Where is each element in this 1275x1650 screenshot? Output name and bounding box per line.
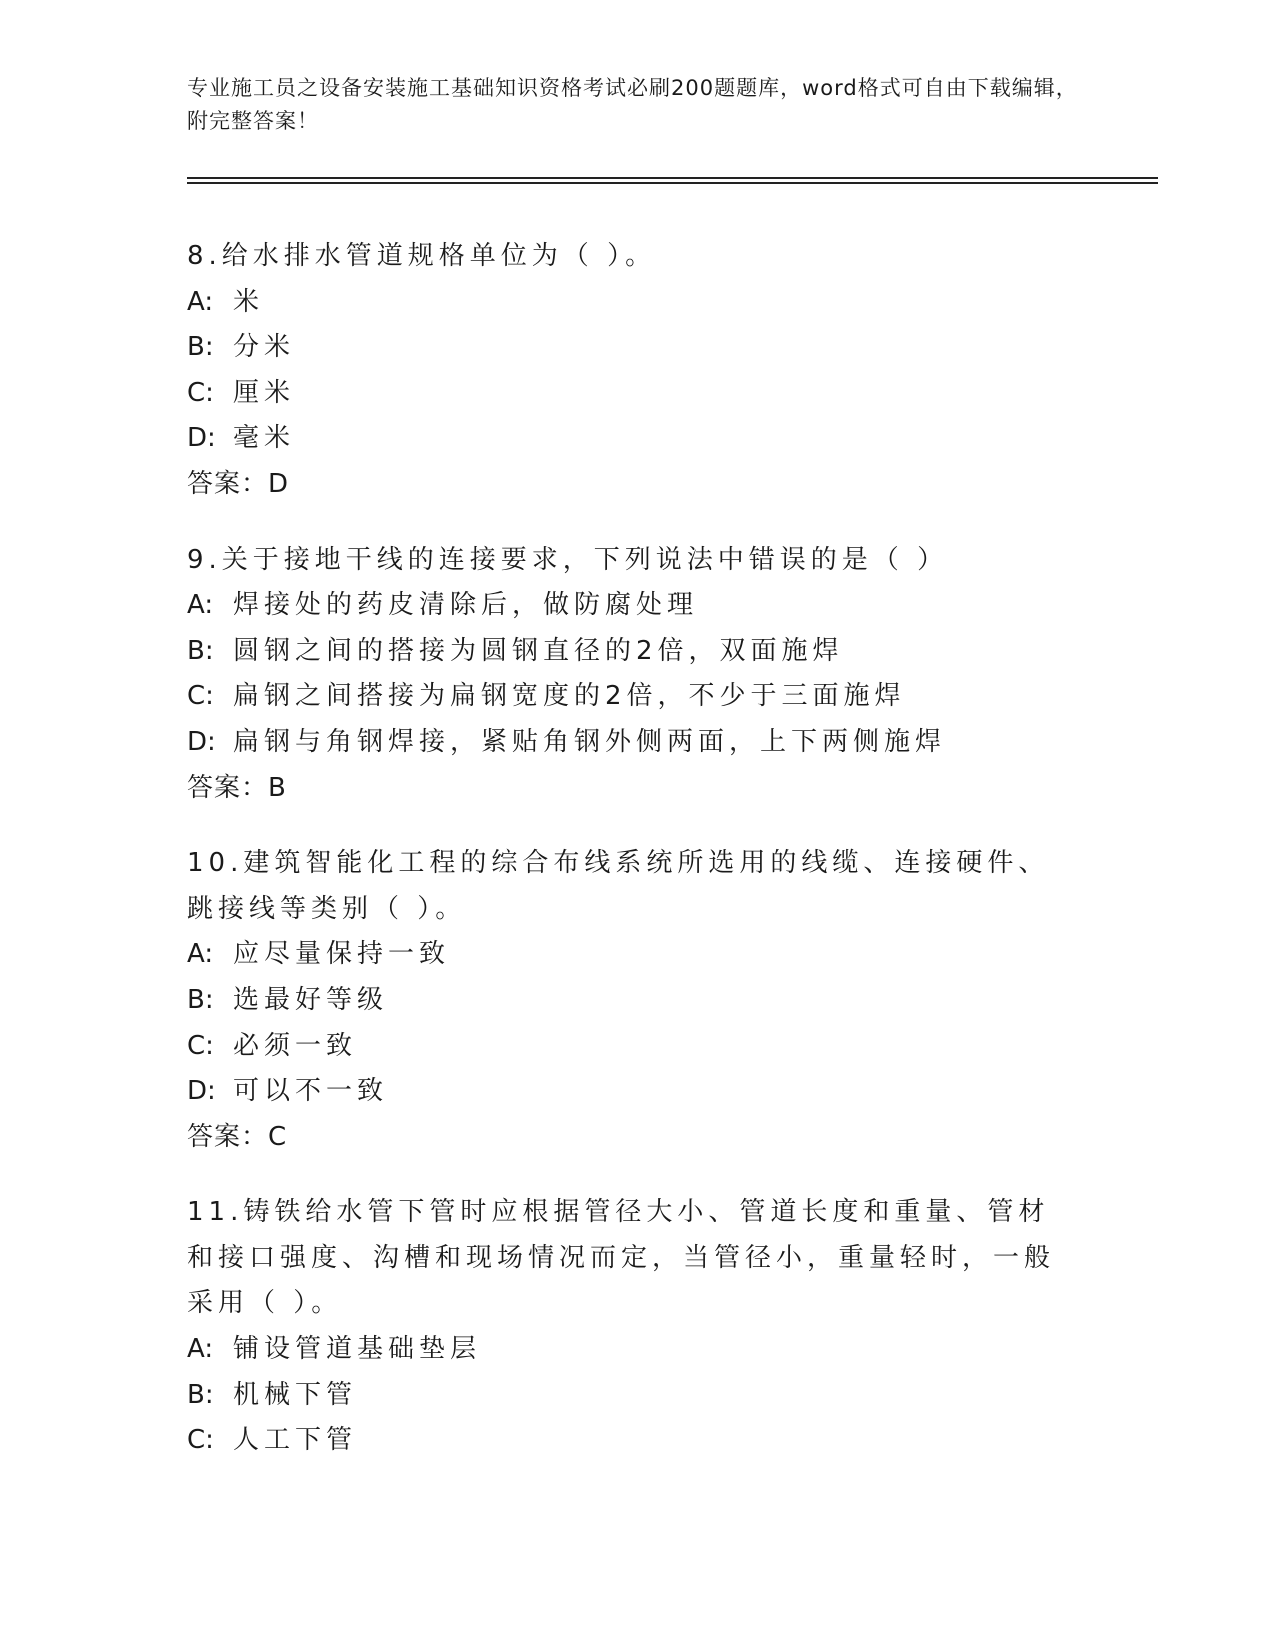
option-text: 米 <box>233 286 265 317</box>
option-b <box>187 629 1087 675</box>
option-text: 应尽量保持一致 <box>233 939 451 970</box>
header-divider-2 <box>187 182 1158 184</box>
question-title: 10.建筑智能化工程的综合布线系统所选用的线缆、连接硬件、跳接线等类别（ ）。 <box>187 848 1050 924</box>
option-label: D: <box>187 1076 216 1107</box>
option-label: A: <box>187 939 214 970</box>
option-text: 焊接处的药皮清除后，做防腐处理 <box>233 590 699 621</box>
option-d <box>187 416 1087 462</box>
option-text: 人工下管 <box>233 1425 358 1456</box>
option-c <box>187 1418 1087 1464</box>
option-d <box>187 1069 1087 1115</box>
option-label: B: <box>187 1379 214 1410</box>
option-text: 可以不一致 <box>233 1076 389 1107</box>
question-10 <box>187 841 1087 1160</box>
option-label: B: <box>187 984 214 1015</box>
document-header: 专业施工员之设备安装施工基础知识资格考试必刷200题题库，word格式可自由下载编辑，附完整答案！ <box>187 76 1078 133</box>
option-c <box>187 371 1087 417</box>
option-label: C: <box>187 1030 214 1061</box>
question-list <box>187 234 1087 1494</box>
option-c <box>187 674 1087 720</box>
question-8 <box>187 234 1087 508</box>
option-label: C: <box>187 681 214 712</box>
question-9 <box>187 538 1087 812</box>
option-text: 机械下管 <box>233 1379 358 1410</box>
option-text: 毫米 <box>233 423 296 454</box>
option-a <box>187 932 1087 978</box>
option-a <box>187 583 1087 629</box>
option-a <box>187 280 1087 326</box>
option-text: 分米 <box>233 332 296 363</box>
question-title: 11.铸铁给水管下管时应根据管径大小、管道长度和重量、管材和接口强度、沟槽和现场情况而定，当管径小，重量轻时，一般采用（ ）。 <box>187 1197 1056 1319</box>
option-b <box>187 978 1087 1024</box>
option-label: B: <box>187 635 214 666</box>
option-label: D: <box>187 423 216 454</box>
option-text: 厘米 <box>233 377 296 408</box>
option-label: C: <box>187 377 214 408</box>
option-label: A: <box>187 286 214 317</box>
option-b <box>187 325 1087 371</box>
header-divider <box>187 177 1158 179</box>
answer: 答案：B <box>187 772 287 803</box>
option-text: 必须一致 <box>233 1030 358 1061</box>
option-c <box>187 1024 1087 1070</box>
option-label: A: <box>187 1334 214 1365</box>
answer: 答案：D <box>187 468 290 499</box>
option-d <box>187 720 1087 766</box>
option-label: C: <box>187 1425 214 1456</box>
option-text: 选最好等级 <box>233 984 389 1015</box>
answer: 答案：C <box>187 1121 288 1152</box>
option-text: 铺设管道基础垫层 <box>233 1334 482 1365</box>
option-text: 圆钢之间的搭接为圆钢直径的2倍，双面施焊 <box>233 635 844 666</box>
option-text: 扁钢与角钢焊接，紧贴角钢外侧两面，上下两侧施焊 <box>233 726 947 757</box>
question-title: 9.关于接地干线的连接要求，下列说法中错误的是（ ） <box>187 544 949 575</box>
option-text: 扁钢之间搭接为扁钢宽度的2倍，不少于三面施焊 <box>233 681 906 712</box>
option-label: D: <box>187 726 216 757</box>
option-b <box>187 1373 1087 1419</box>
question-11 <box>187 1190 1087 1464</box>
question-title: 8.给水排水管道规格单位为（ ）。 <box>187 241 657 271</box>
option-label: B: <box>187 332 214 363</box>
option-a <box>187 1327 1087 1373</box>
option-label: A: <box>187 590 214 621</box>
